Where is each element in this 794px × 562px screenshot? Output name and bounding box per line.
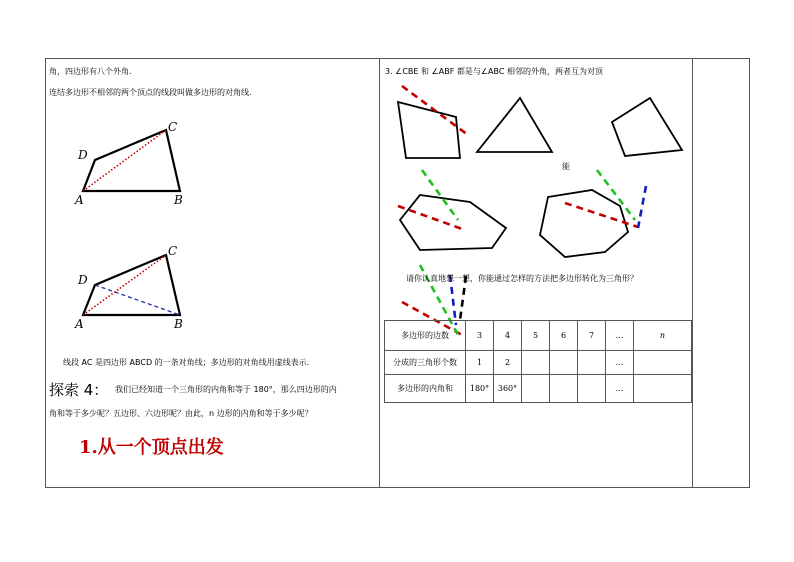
- table-cell: [634, 351, 692, 375]
- table-cell: …: [606, 321, 634, 351]
- table-row: [385, 375, 692, 403]
- table-cell: …: [606, 351, 634, 375]
- column-divider-2: [692, 58, 693, 488]
- table-cell: 5: [522, 321, 550, 351]
- fig2-label-B: B: [174, 317, 183, 331]
- fig2-label-D: D: [78, 273, 88, 287]
- explore-4-text-2: 角和等于多少呢？五边形、六边形呢？由此，n 边形的内角和等于多少呢？: [49, 409, 313, 418]
- fig1-label-C: C: [168, 120, 178, 134]
- table-cell: [634, 375, 692, 403]
- table-cell: 4: [494, 321, 522, 351]
- table-cell: [522, 351, 550, 375]
- neng-text: 能: [562, 162, 570, 171]
- table-cell: 7: [578, 321, 606, 351]
- question-text: 请你认真地想一想，你能通过怎样的方法把多边形转化为三角形？: [406, 274, 638, 283]
- fig2-label-A: A: [75, 317, 84, 331]
- row-header: 分成的三角形个数: [385, 351, 466, 375]
- row-header: 多边形的内角和: [385, 375, 466, 403]
- table-cell: [522, 375, 550, 403]
- polygon-angle-table: [384, 320, 692, 403]
- row-header: 多边形的边数: [385, 321, 466, 351]
- table-cell: [578, 351, 606, 375]
- table-cell: 3: [466, 321, 494, 351]
- table-row: [385, 321, 692, 351]
- diagonal-caption: 线段 AC 是四边形 ABCD 的一条对角线；多边形的对角线用虚线表示.: [63, 358, 310, 367]
- table-cell: 2: [494, 351, 522, 375]
- table-cell: 180°: [466, 375, 494, 403]
- item-3-text: 3. ∠CBE 和 ∠ABF 都是与∠ABC 相邻的外角，两者互为对顶: [385, 67, 603, 76]
- fig1-label-A: A: [75, 193, 84, 207]
- fig1-label-B: B: [174, 193, 183, 207]
- explore-4-title: 探索 4：: [49, 381, 109, 399]
- table-cell: [550, 351, 578, 375]
- fig1-label-D: D: [78, 148, 88, 162]
- table-cell: [578, 375, 606, 403]
- table-cell: 6: [550, 321, 578, 351]
- table-cell: [550, 375, 578, 403]
- table-cell: …: [606, 375, 634, 403]
- fig2-label-C: C: [168, 244, 178, 258]
- method-heading: 1.从一个顶点出发: [79, 437, 224, 458]
- table-cell: 360°: [494, 375, 522, 403]
- diagonal-definition: 连结多边形不相邻的两个顶点的线段叫做多边形的对角线.: [49, 88, 252, 97]
- table-cell: n: [634, 321, 692, 351]
- table-row: [385, 351, 692, 375]
- text-line-1: 角，四边形有八个外角.: [49, 67, 132, 76]
- table-cell: 1: [466, 351, 494, 375]
- explore-4-text-1: 我们已经知道一个三角形的内角和等于 180°，那么四边形的内: [115, 385, 337, 394]
